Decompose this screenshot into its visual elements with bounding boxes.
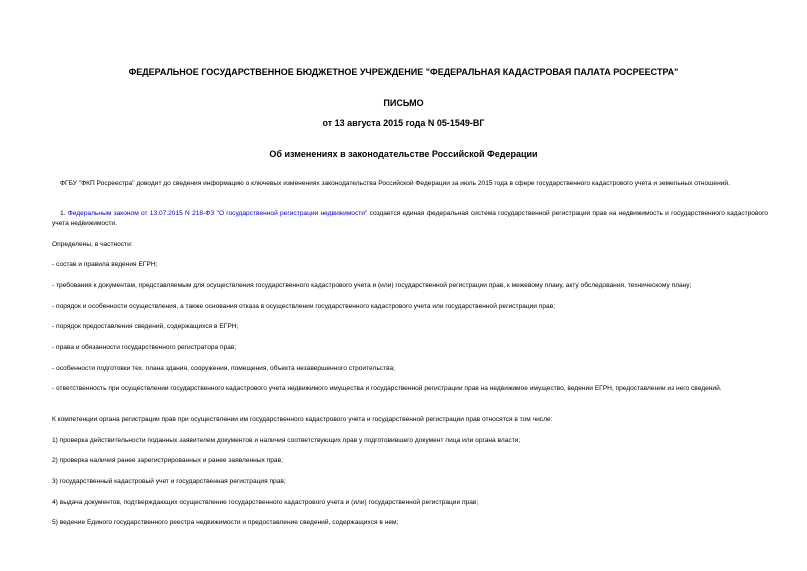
defined-list-item: - порядок предоставления сведений, содержащихся в ЕГРН;: [52, 323, 239, 330]
intro-paragraph: ФГБУ "ФКП Росреестра" доводит до сведения информацию о ключевых изменениях законодательства Российской Федерации за июль 2015 года в сфере государственного кадастрового учета и земельных отношений.: [60, 180, 730, 187]
defined-list-item: - особенности подготовки тех. плана здания, сооружения, помещения, объекта незавершенного строительства;: [52, 365, 396, 372]
document-type: ПИСЬМО: [383, 98, 424, 108]
item-1-paragraph: [52, 209, 768, 229]
organization-heading: ФЕДЕРАЛЬНОЕ ГОСУДАРСТВЕННОЕ БЮДЖЕТНОЕ УЧРЕЖДЕНИЕ "ФЕДЕРАЛЬНАЯ КАДАСТРОВАЯ ПАЛАТА РОСРЕЕСТРА": [128, 67, 679, 77]
competence-list-item: 2) проверка наличия ранее зарегистрированных и ранее заявленных прав;: [52, 457, 283, 464]
federal-law-link[interactable]: Федеральным законом от 13.07.2015 N 218-ФЗ "О государственной регистрации недвижимости": [67, 210, 368, 217]
defined-list-item: - права и обязанности государственного регистратора прав;: [52, 344, 237, 351]
document-date-number: от 13 августа 2015 года N 05-1549-ВГ: [322, 118, 485, 128]
defined-list-item: - требования к документам, представляемым для осуществления государственного кадастрового учета и (или) государственной регистрации прав, к межевому плану, акту обследования, техническому плану;: [52, 282, 692, 289]
defined-list-item: - порядок и особенности осуществления, а также основания отказа в осуществлении государственного кадастрового учета или государственной регистрации прав;: [52, 303, 556, 310]
competence-list-item: 3) государственный кадастровый учет и государственная регистрация прав;: [52, 478, 286, 485]
item-1-text: создается единая федеральная система государственной регистрации прав на недвижимость и государственного кадастрового учета недвижимости.: [52, 210, 768, 227]
competence-list-item: 1) проверка действительности поданных заявителем документов и наличия соответствующих прав у подготовившего документ лица или органа власти;: [52, 437, 521, 444]
competence-lead: К компетенции органа регистрации прав при осуществлении им государственного кадастрового учета и государственной регистрации прав относятся в том числе:: [52, 416, 553, 423]
defined-lead: Определены, в частности:: [52, 241, 133, 248]
document-subject: Об изменениях в законодательстве Российской Федерации: [269, 149, 538, 159]
competence-list-item: 5) ведение Единого государственного реестра недвижимости и предоставление сведений, содержащихся в нем;: [52, 519, 399, 526]
defined-list-item: - ответственность при осуществлении государственного кадастрового учета недвижимого имущества и государственной регистрации прав на недвижимое имущество, ведении ЕГРН, предоставлении из него сведений.: [52, 385, 722, 392]
defined-list-item: - состав и правила ведения ЕГРН;: [52, 261, 158, 268]
competence-list-item: 4) выдача документов, подтверждающих осуществление государственного кадастрового учета и (или) государственной регистрации прав;: [52, 499, 479, 506]
item-1-number: 1.: [60, 210, 66, 217]
